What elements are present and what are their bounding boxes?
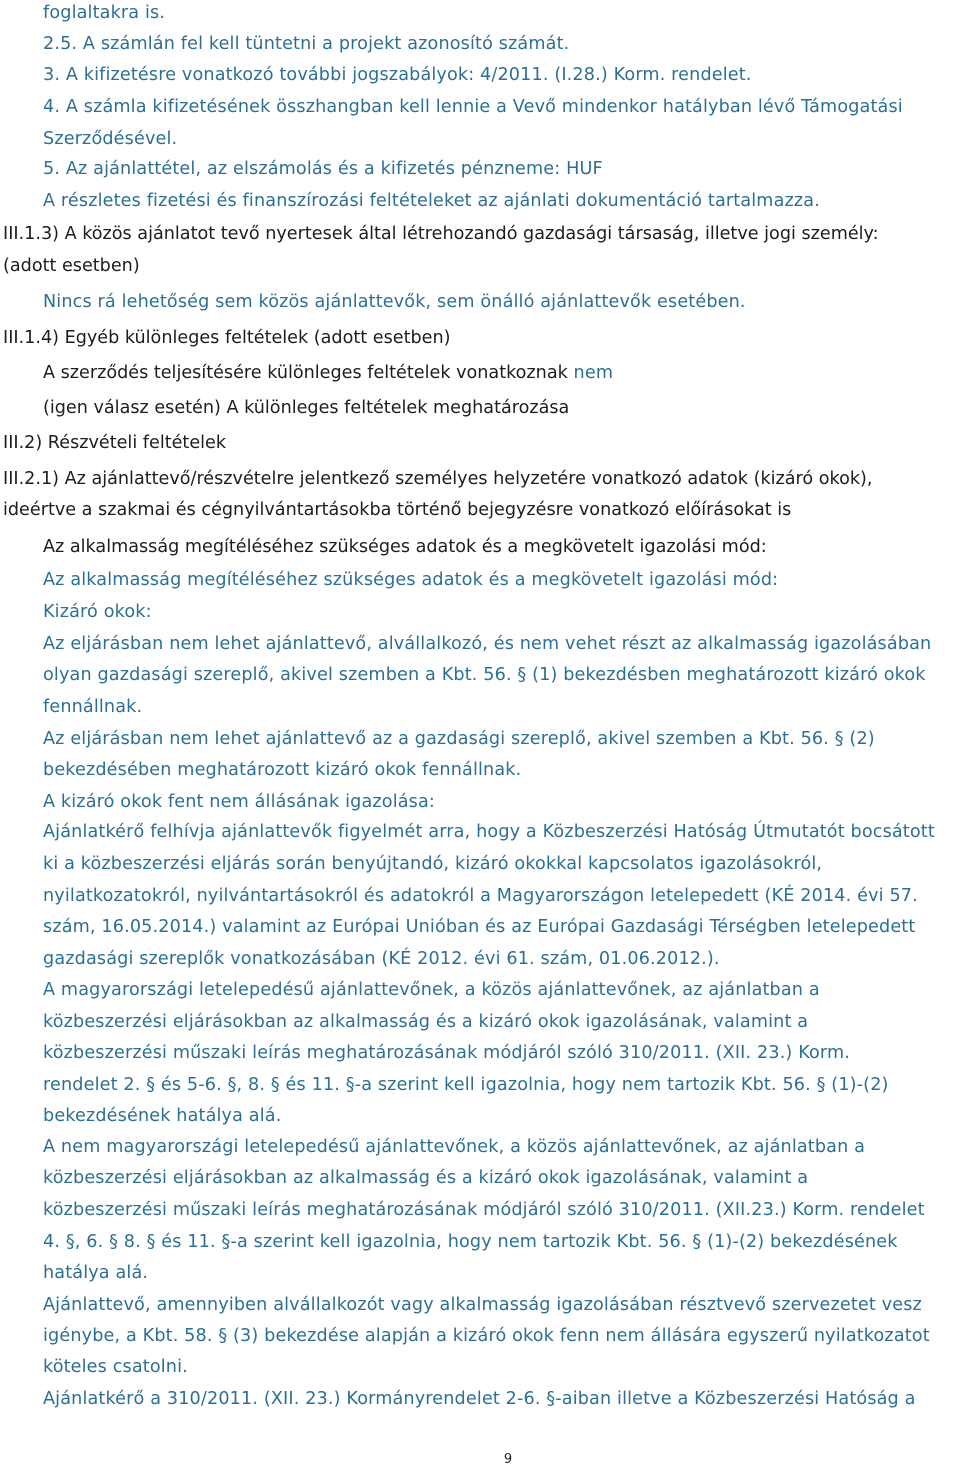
text-line-content: (igen válasz esetén) A különleges feltételek meghatározása (43, 398, 570, 418)
text-line-content: Az eljárásban nem lehet ajánlattevő, alvállalkozó, és nem vehet részt az alkalmasság igazolásában (43, 634, 932, 654)
text-line-content: közbeszerzési műszaki leírás meghatározásának módjáról szóló 310/2011. (XII. 23.) Korm. (43, 1043, 851, 1063)
text-line (3, 431, 226, 455)
text-line-content: szám, 16.05.2014.) valamint az Európai Unióban és az Európai Gazdasági Térségben letelepedett (43, 917, 916, 937)
text-line-content: III.1.4) Egyéb különleges feltételek (adott esetben) (3, 328, 451, 348)
text-line-content: ideértve a szakmai és cégnyilvántartásokba történő bejegyzésre vonatkozó előírásokat is (3, 500, 792, 520)
text-line-content: ki a közbeszerzési eljárás során benyújtandó, kizáró okokkal kapcsolatos igazolásokról, (43, 854, 823, 874)
text-line (43, 1198, 925, 1222)
text-line-content: A nem magyarországi letelepedésű ajánlattevőnek, a közös ajánlattevőnek, az ajánlatban a (43, 1137, 866, 1157)
text-line (43, 1355, 188, 1379)
text-line (43, 1041, 850, 1065)
text-line-content: Ajánlatkérő felhívja ajánlattevők figyelmét arra, hogy a Közbeszerzési Hatóság Útmutatót bocsátott (43, 822, 935, 842)
text-line-content: 4. §, 6. § 8. § és 11. §-a szerint kell igazolnia, hogy nem tartozik Kbt. 56. § (1)-(2) bekezdésének (43, 1232, 898, 1252)
text-line (43, 695, 142, 719)
text-line-content: közbeszerzési műszaki leírás meghatározásának módjáról szóló 310/2011. (XII.23.) Korm. rendelet (43, 1200, 925, 1220)
text-line-content: Az alkalmasság megítéléséhez szükséges adatok és a megkövetelt igazolási mód: (43, 537, 767, 557)
text-line (43, 632, 931, 656)
text-line (43, 1073, 889, 1097)
text-line-content: Ajánlattevő, amennyiben alvállalkozót vagy alkalmasság igazolásában résztvevő szervezetet vesz (43, 1295, 922, 1315)
text-line-content: Nincs rá lehetőség sem közös ajánlattevők, sem önálló ajánlattevők esetében. (43, 292, 746, 312)
text-line (43, 600, 152, 624)
text-line-content: bekezdésének hatálya alá. (43, 1106, 282, 1126)
text-line (43, 915, 915, 939)
text-line-content: köteles csatolni. (43, 1357, 188, 1377)
text-line-content: közbeszerzési eljárásokban az alkalmasság és a kizáró okok igazolásának, valamint a (43, 1168, 809, 1188)
text-line-content: hatálya alá. (43, 1263, 149, 1283)
text-line (43, 947, 720, 971)
text-line (43, 1104, 281, 1128)
text-line-content: rendelet 2. § és 5-6. §, 8. § és 11. §-a szerint kell igazolnia, hogy nem tartozik Kbt. 56. § (1)-(2) (43, 1075, 889, 1095)
text-line-content: Az eljárásban nem lehet ajánlattevő az a gazdasági szereplő, akivel szemben a Kbt. 56. § (2) (43, 729, 875, 749)
text-line (43, 1293, 922, 1317)
text-line-content: 3. A kifizetésre vonatkozó további jogszabályok: 4/2011. (I.28.) Korm. rendelet. (43, 65, 752, 85)
text-line-content: III.2.1) Az ajánlattevő/részvételre jelentkező személyes helyzetére vonatkozó adatok (kizáró okok), (3, 469, 873, 489)
text-line (3, 326, 450, 350)
text-line (43, 396, 569, 420)
text-line-content: III.1.3) A közös ajánlatot tevő nyertesek által létrehozandó gazdasági társaság, illetve jogi személy: (3, 224, 879, 244)
text-line (43, 290, 746, 314)
text-line-content: olyan gazdasági szereplő, akivel szemben a Kbt. 56. § (1) bekezdésben meghatározott kizáró okok (43, 665, 926, 685)
text-line-content: Az alkalmasság megítéléséhez szükséges adatok és a megkövetelt igazolási mód: (43, 570, 779, 590)
text-line-content: A magyarországi letelepedésű ajánlattevőnek, a közös ajánlattevőnek, az ajánlatban a (43, 980, 820, 1000)
text-line-content: igénybe, a Kbt. 58. § (3) bekezdése alapján a kizáró okok fenn nem állására egyszerű nyilatkozatot (43, 1326, 930, 1346)
text-line (3, 498, 791, 522)
text-line (43, 1324, 930, 1348)
text-line-content: gazdasági szereplők vonatkozásában (KÉ 2012. évi 61. szám, 01.06.2012.). (43, 949, 720, 969)
page-number: 9 (503, 1452, 513, 1467)
text-line (43, 1, 165, 25)
text-line (43, 1135, 865, 1159)
text-line (43, 820, 935, 844)
text-line (43, 758, 521, 782)
text-line (43, 189, 820, 213)
text-line (43, 63, 752, 87)
text-line (3, 254, 140, 278)
text-line (43, 568, 778, 592)
text-line (43, 1166, 808, 1190)
text-line-content: közbeszerzési eljárásokban az alkalmasság és a kizáró okok igazolásának, valamint a (43, 1012, 809, 1032)
text-line-content: A szerződés teljesítésére különleges feltételek vonatkoznak (43, 363, 568, 383)
text-line (43, 1387, 916, 1411)
text-line-content: Szerződésével. (43, 129, 178, 149)
text-line (43, 32, 569, 56)
text-line (43, 790, 435, 814)
text-line-content: 4. A számla kifizetésének összhangban kell lennie a Vevő mindenkor hatályban lévő Támogatási (43, 97, 903, 117)
text-line-content: A részletes fizetési és finanszírozási feltételeket az ajánlati dokumentáció tartalmazza. (43, 191, 820, 211)
text-line (43, 361, 613, 385)
text-line-content: Kizáró okok: (43, 602, 152, 622)
text-line (43, 157, 603, 181)
answer-value: nem (567, 363, 614, 383)
text-line (43, 727, 875, 751)
text-line (43, 978, 820, 1002)
text-line-content: A kizáró okok fent nem állásának igazolása: (43, 792, 435, 812)
text-line-content: foglaltakra is. (43, 3, 166, 23)
text-line (43, 852, 822, 876)
text-line (3, 467, 872, 491)
text-line (43, 663, 926, 687)
text-line (43, 95, 903, 119)
text-line-content: III.2) Részvételi feltételek (3, 433, 227, 453)
text-line (3, 222, 879, 246)
text-line (43, 884, 918, 908)
text-line-content: 2.5. A számlán fel kell tüntetni a projekt azonosító számát. (43, 34, 570, 54)
text-line-content: (adott esetben) (3, 256, 140, 276)
text-line-content: 5. Az ajánlattétel, az elszámolás és a kifizetés pénzneme: HUF (43, 159, 603, 179)
text-line-content: nyilatkozatokról, nyilvántartásokról és adatokról a Magyarországon letelepedett (KÉ 2014. évi 57. (43, 886, 918, 906)
text-line (43, 535, 767, 559)
text-line-content: Ajánlatkérő a 310/2011. (XII. 23.) Kormányrendelet 2-6. §-aiban illetve a Közbeszerzési Hatóság a (43, 1389, 916, 1409)
text-line (43, 1010, 808, 1034)
text-line-content: bekezdésében meghatározott kizáró okok fennállnak. (43, 760, 522, 780)
text-line (43, 1230, 898, 1254)
text-line-content: fennállnak. (43, 697, 143, 717)
text-line (43, 1261, 148, 1285)
text-line (43, 127, 177, 151)
